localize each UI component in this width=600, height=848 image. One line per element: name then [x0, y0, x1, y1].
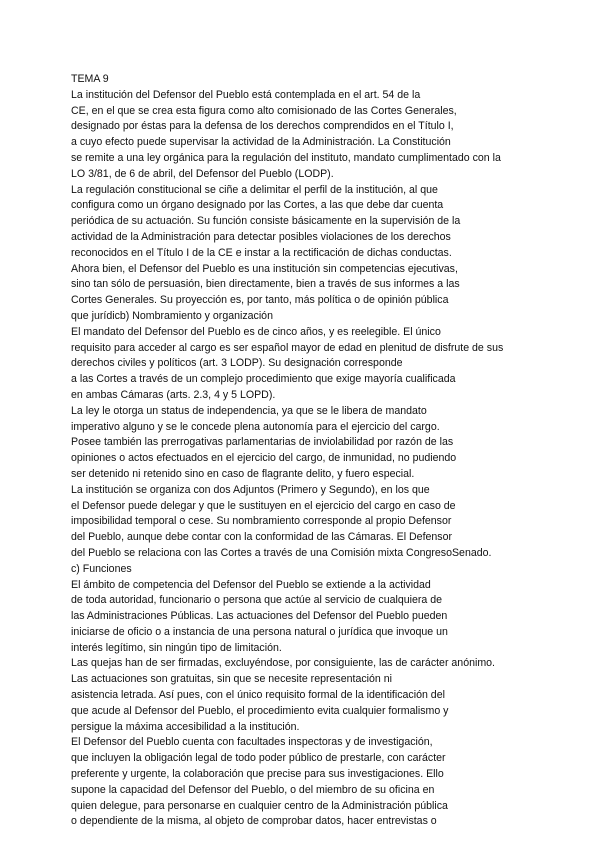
text-line: que acude al Defensor del Pueblo, el procedimiento evita cualquier formalismo y	[71, 704, 449, 717]
text-line: El mandato del Defensor del Pueblo es de cinco años, y es reelegible. El único	[71, 325, 441, 338]
text-line: periódica de su actuación. Su función consiste básicamente en la supervisión de la	[71, 215, 461, 228]
text-line: Ahora bien, el Defensor del Pueblo es una institución sin competencias ejecutivas,	[71, 262, 458, 275]
text-line: CE, en el que se crea esta figura como alto comisionado de las Cortes Generales,	[71, 104, 457, 117]
text-line: en ambas Cámaras (arts. 2.3, 4 y 5 LOPD).	[71, 388, 276, 401]
text-line: las Administraciones Públicas. Las actuaciones del Defensor del Pueblo pueden	[71, 610, 448, 623]
text-line: o dependiente de la misma, al objeto de comprobar datos, hacer entrevistas o	[71, 815, 437, 828]
text-line: ser detenido ni retenido sino en caso de flagrante delito, y fuero especial.	[71, 467, 415, 480]
text-line: iniciarse de oficio o a instancia de una persona natural o jurídica que invoque un	[71, 625, 448, 638]
text-line: quien delegue, para personarse en cualquier centro de la Administración pública	[71, 799, 448, 812]
section-heading-c: c) Funciones	[71, 562, 132, 575]
document-body	[71, 72, 591, 830]
text-line: del Pueblo se relaciona con las Cortes a través de una Comisión mixta CongresoSenado.	[71, 546, 492, 559]
text-line: imposibilidad temporal o cese. Su nombramiento corresponde al propio Defensor	[71, 515, 452, 528]
text-line: de toda autoridad, funcionario o persona que actúe al servicio de cualquiera de	[71, 594, 443, 607]
text-line: a las Cortes a través de un complejo procedimiento que exige mayoría cualificada	[71, 373, 456, 386]
text-line: actividad de la Administración para detectar posibles violaciones de los derechos	[71, 230, 451, 243]
text-line: La institución del Defensor del Pueblo está contemplada en el art. 54 de la	[71, 88, 421, 101]
text-line: requisito para acceder al cargo es ser español mayor de edad en plenitud de disfrute de sus	[71, 341, 504, 354]
text-line: supone la capacidad del Defensor del Pueblo, o del miembro de su oficina en	[71, 783, 435, 796]
text-line: interés legítimo, sin ningún tipo de limitación.	[71, 641, 282, 654]
page-title: TEMA 9	[71, 73, 109, 85]
text-line: La regulación constitucional se ciñe a delimitar el perfil de la institución, al que	[71, 183, 438, 196]
text-line: opiniones o actos efectuados en el ejercicio del cargo, de inmunidad, no pudiendo	[71, 452, 457, 465]
text-line: persigue la máxima accesibilidad a la institución.	[71, 720, 300, 733]
text-line: se remite a una ley orgánica para la regulación del instituto, mandato cumplimentado con la	[71, 151, 501, 164]
section-heading-b: que jurídicb) Nombramiento y organización	[71, 309, 273, 322]
text-line: a cuyo efecto puede supervisar la actividad de la Administración. La Constitución	[71, 136, 451, 149]
text-line: sino tan sólo de persuasión, bien directamente, bien a través de sus informes a las	[71, 278, 460, 291]
text-line: LO 3/81, de 6 de abril, del Defensor del Pueblo (LODP).	[71, 167, 334, 180]
text-line: La institución se organiza con dos Adjuntos (Primero y Segundo), en los que	[71, 483, 430, 496]
text-line: derechos civiles y políticos (art. 3 LODP). Su designación corresponde	[71, 357, 403, 370]
text-line: Las actuaciones son gratuitas, sin que se necesite representación ni	[71, 673, 392, 686]
text-line: del Pueblo, aunque debe contar con la conformidad de las Cámaras. El Defensor	[71, 531, 453, 544]
text-line: asistencia letrada. Así pues, con el único requisito formal de la identificación del	[71, 689, 445, 702]
text-line: reconocidos en el Título I de la CE e instar a la rectificación de dichas conductas.	[71, 246, 452, 259]
text-line: preferente y urgente, la colaboración que precise para sus investigaciones. Ello	[71, 768, 444, 781]
text-line: La ley le otorga un status de independencia, ya que se le libera de mandato	[71, 404, 427, 417]
text-line: que incluyen la obligación legal de todo poder público de prestarle, con carácter	[71, 752, 446, 765]
text-line: Las quejas han de ser firmadas, excluyéndose, por consiguiente, las de carácter anónimo.	[71, 657, 495, 670]
text-line: designado por éstas para la defensa de los derechos comprendidos en el Título I,	[71, 120, 454, 133]
text-line: El Defensor del Pueblo cuenta con facultades inspectoras y de investigación,	[71, 736, 433, 749]
text-line: Cortes Generales. Su proyección es, por tanto, más política o de opinión pública	[71, 294, 449, 307]
text-line: El ámbito de competencia del Defensor del Pueblo se extiende a la actividad	[71, 578, 431, 591]
text-line: configura como un órgano designado por las Cortes, a las que debe dar cuenta	[71, 199, 444, 212]
text-line: el Defensor puede delegar y que le sustituyen en el ejercicio del cargo en caso de	[71, 499, 456, 512]
text-line: Posee también las prerrogativas parlamentarias de inviolabilidad por razón de las	[71, 436, 454, 449]
text-line: imperativo alguno y se le concede plena autonomía para el ejercicio del cargo.	[71, 420, 440, 433]
